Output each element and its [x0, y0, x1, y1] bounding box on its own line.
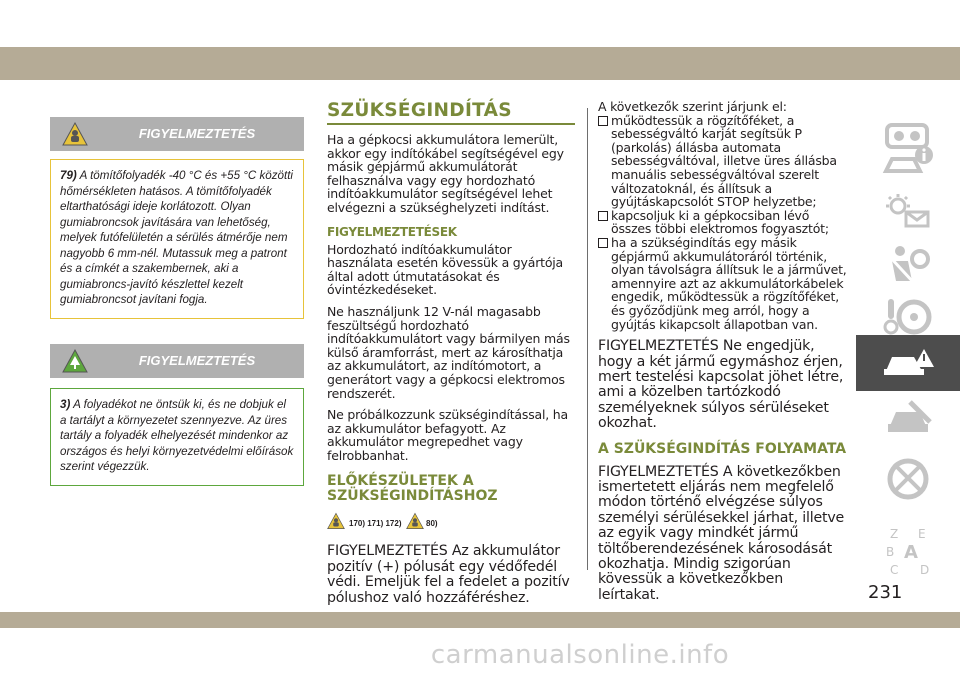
- tab-safety[interactable]: [856, 240, 960, 290]
- page-number: 231: [868, 582, 903, 603]
- tab-index[interactable]: [856, 520, 960, 580]
- warning-triangle-icon: [327, 512, 345, 530]
- subheading: ELŐKÉSZÜLETEK A SZÜKSÉGINDÍTÁSHOZ: [327, 473, 498, 505]
- warning-ref: 79): [60, 169, 77, 182]
- svg-text:A: A: [904, 542, 918, 563]
- paragraph: Ha a gépkocsi akkumulátora lemerült, akkor egy indítókábel segítségével egy másik gépjármű akkumulátorát felhasználva vagy egy hordozható indítóakkumulátor segítségével lehet elvégezni a szükséghelyzeti indítást.: [327, 132, 564, 215]
- wrench-car-icon: [880, 398, 936, 442]
- column-divider: [587, 108, 588, 570]
- car-info-icon: [880, 145, 936, 181]
- svg-text:E: E: [918, 527, 926, 541]
- tab-emergency[interactable]: [856, 335, 960, 391]
- tab-specs[interactable]: [856, 450, 960, 508]
- seatbelt-airbag-icon: [882, 243, 934, 287]
- tab-info[interactable]: [856, 142, 960, 184]
- paragraph: FIGYELMEZTETÉS Az akkumulátor pozitív (+) pólusát egy védőfedél védi. Emeljük fel a fedelet a pozitív pólushoz való hozzáféréshez.: [327, 543, 570, 606]
- warning-box-1: [50, 159, 304, 319]
- svg-text:C: C: [890, 563, 899, 577]
- column-right: [598, 100, 848, 603]
- steering-wheel-icon: [882, 295, 934, 339]
- list-item: kapcsoljuk ki a gépkocsiban lévő összes többi elektromos fogyasztót;: [598, 209, 848, 236]
- section-title: SZÜKSÉGINDÍTÁS: [327, 100, 575, 125]
- paragraph: Ne használjunk 12 V-nál magasabb feszültségű hordozható indítóakkumulátort vagy bármilyen más külső áramforrást, mert az károsíthatja az akkumulátort, az indítómotort, a generátort vagy a gépkocsi elektromos rendszerét.: [327, 303, 570, 401]
- warning-box-2: [50, 388, 304, 486]
- car-emergency-icon: [880, 343, 936, 383]
- list-item: működtessük a rögzítőféket, a sebességváltó karját segítsük P (parkolás) állásba automata sebességváltóval, illetve üres állásba manuális sebességváltóval szerelt változatoknál, és állítsuk a gyújtáskapcsolót STOP helyzetbe;: [598, 114, 848, 209]
- warning-refs: [327, 512, 577, 534]
- checkbox-bullet-icon: [598, 116, 608, 126]
- checkbox-bullet-icon: [598, 211, 608, 221]
- tab-service[interactable]: [856, 395, 960, 445]
- warning-header-2: [50, 344, 304, 378]
- lights-message-icon: [880, 192, 936, 232]
- ref-numbers: 170) 171) 172): [349, 519, 402, 529]
- svg-text:Z: Z: [890, 527, 899, 541]
- warning-title: FIGYELMEZTETÉS: [138, 353, 256, 368]
- paragraph: Ne próbálkozzunk szükségindítással, ha az akkumulátor befagyott. Az akkumulátor megrepedhet vagy felrobbanhat.: [327, 407, 568, 463]
- tab-lights[interactable]: [856, 188, 960, 236]
- warning-text: A tömítőfolyadék -40 °C és +55 °C közötti hőmérsékleten hatásos. A tömítőfolyadék eltarthatósági ideje korlátozott. Olyan gumiabroncsok javítására van lehetőség, melyek futófelületén a sérülés átmérője nem nagyobb 6 mm-nél. Mutassuk meg a patront és a címkét a szakembernek, aki a gumiabroncs-javító készlettel kezelt gumiabroncsot javítani fogja.: [60, 169, 294, 306]
- svg-text:D: D: [920, 563, 930, 577]
- paragraph: FIGYELMEZTETÉS Ne engedjük, hogy a két jármű egymáshoz érjen, mert testelési kapcsolat jöhet létre, ami a közelben tartózkodó személyeknek súlyos sérüléseket okozhat.: [598, 338, 844, 432]
- tools-icon: [880, 454, 936, 504]
- top-band: [0, 47, 960, 80]
- subheading: FIGYELMEZTETÉSEK: [327, 224, 457, 239]
- warning-title: FIGYELMEZTETÉS: [138, 126, 256, 141]
- warning-text: A folyadékot ne öntsük ki, és ne dobjuk el a tartályt a környezetet szennyezve. Az üres tartály a folyadék elhelyezését mindenkor az országos és helyi környezetvédelmi előírások szerint végezzük.: [60, 398, 294, 473]
- column-middle: [327, 100, 577, 606]
- checkbox-bullet-icon: [598, 238, 608, 248]
- svg-text:B: B: [886, 545, 895, 559]
- paragraph: Hordozható indítóakkumulátor használata esetén kövessük a gyártója által adott útmutatásokat és óvintézkedéseket.: [327, 241, 564, 298]
- warning-triangle-icon: [406, 512, 424, 530]
- watermark[interactable]: carmanualsonline.info: [430, 640, 730, 670]
- warning-header-1: [50, 117, 304, 151]
- warning-ref: 3): [60, 398, 71, 411]
- paragraph: FIGYELMEZTETÉS A következőkben ismertetett eljárás nem megfelelő módon történő elvégzése súlyos személyi sérülésekkel járhat, illetve az egyik vagy mindkét jármű töltőberendezésének károsodását okozhatja. Mindig szigorúan kövessük a következőkben leírtakat.: [598, 463, 845, 603]
- bottom-band: [0, 612, 960, 628]
- ref-numbers: 80): [426, 519, 438, 529]
- subheading: A SZÜKSÉGINDÍTÁS FOLYAMATA: [598, 440, 847, 457]
- paragraph: A következők szerint járjunk el:: [598, 99, 787, 114]
- list-item: ha a szükségindítás egy másik gépjármű akkumulátoráról történik, olyan távolságra állítsuk le a járművet, amennyire azt az akkumulátorkábelek engedik, működtessük a rögzítőféket, és győződjünk meg arról, hogy a gyújtás kikapcsolt állapotban van.: [598, 236, 848, 331]
- index-letters-icon: [880, 522, 936, 578]
